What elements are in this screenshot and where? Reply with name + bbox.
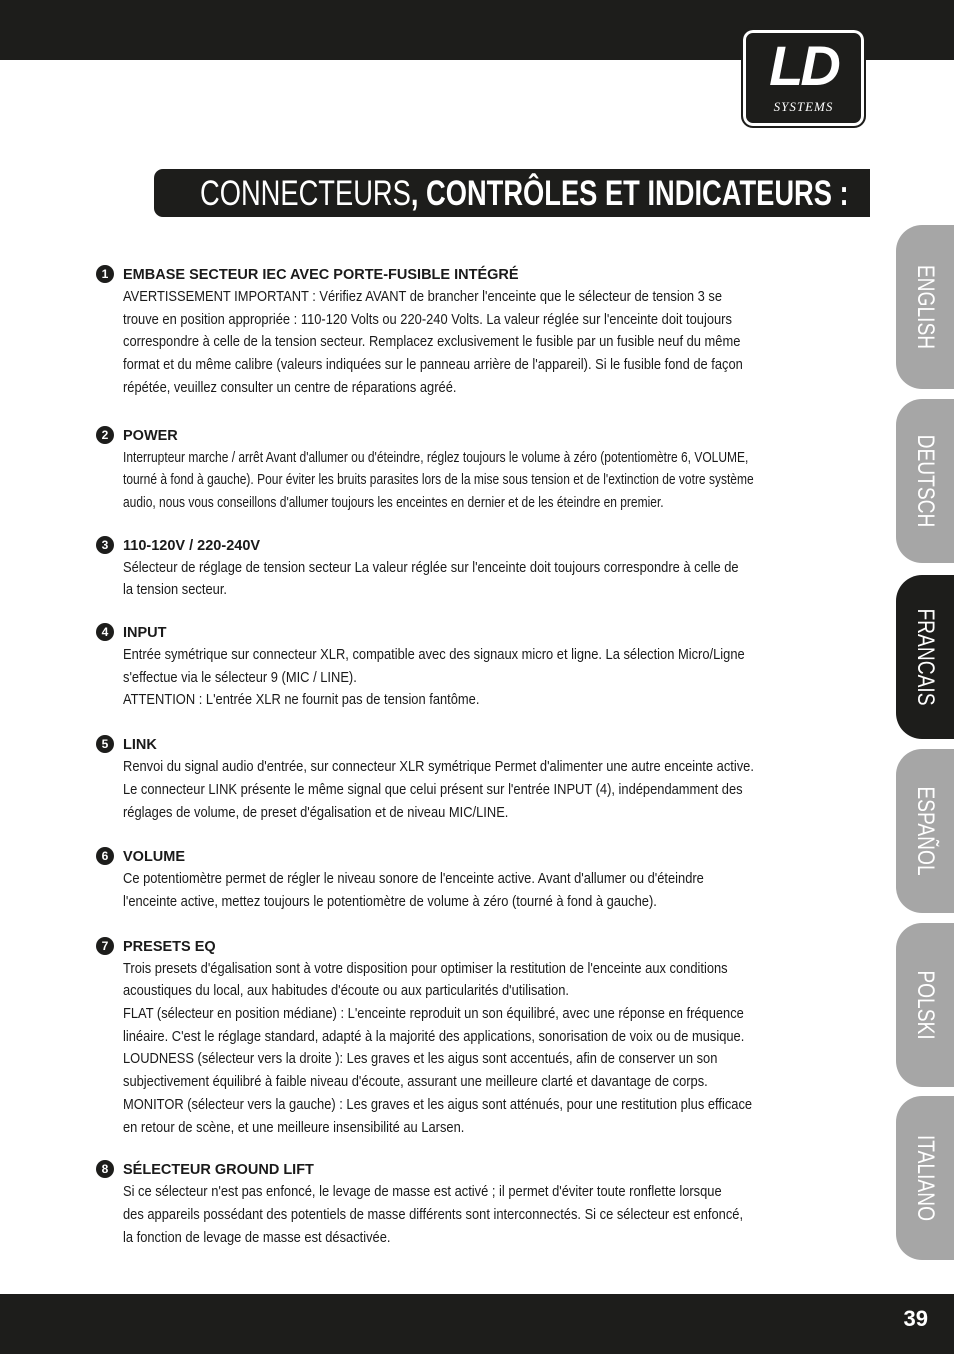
section-8 [96, 1159, 858, 1249]
body-line: AVERTISSEMENT IMPORTANT : Vérifiez AVANT de brancher l'enceinte que le sélecteur de tension 3 se [123, 288, 723, 305]
body-line: la fonction de levage de masse est désactivée. [123, 1228, 391, 1246]
body-line: Sélecteur de réglage de tension secteur La valeur réglée sur l'enceinte doit toujours correspondre à celle de [123, 558, 739, 576]
page-title [200, 173, 849, 215]
section-body [123, 557, 755, 602]
section-4 [96, 622, 858, 712]
body-line: MONITOR (sélecteur vers la gauche) : Les graves et les aigus sont atténués, pour une restitution plus efficace [123, 1095, 753, 1113]
body-line: la tension secteur. [123, 581, 227, 599]
body-line: trouve en position appropriée : 110-120 Volts ou 220-240 Volts. La valeur réglée sur l'enceinte doit toujours [123, 310, 732, 328]
body-line: réglages de volume, de preset d'égalisation et de niveau MIC/LINE. [123, 803, 509, 821]
section-heading: EMBASE SECTEUR IEC AVEC PORTE-FUSIBLE INTÉGRÉ [123, 267, 519, 283]
body-line: linéaire. C'est le réglage standard, adapté à la majorité des applications, sonorisation de voix ou de musique. [123, 1027, 745, 1045]
body-line: répétée, veuillez consulter un centre de réparations agréé. [123, 378, 457, 396]
tab-polski[interactable] [896, 923, 954, 1087]
section-heading: VOLUME [123, 849, 186, 866]
body-line: Ce potentiomètre permet de régler le niveau sonore de l'enceinte active. Avant d'allumer ou d'éteindre [123, 870, 704, 888]
section-heading: LINK [123, 737, 157, 754]
page-title-light: CONNECTEURS [200, 174, 411, 213]
number-badge: 2 [96, 426, 114, 444]
body-line: Entrée symétrique sur connecteur XLR, compatible avec des signaux micro et ligne. La sélection Micro/Ligne [123, 646, 745, 664]
section-body [123, 868, 755, 913]
section-5 [96, 734, 858, 824]
body-line: Trois presets d'égalisation sont à votre disposition pour optimiser la restitution de l'enceinte aux conditions [123, 959, 728, 977]
body-line: ATTENTION : L'entrée XLR ne fournit pas de tension fantôme. [123, 691, 480, 709]
section-2 [96, 425, 858, 515]
section-7 [96, 936, 858, 1140]
content [96, 264, 858, 1249]
page-title-bold: , CONTRÔLES ET INDICATEURS : [410, 174, 849, 213]
tab-francais[interactable] [896, 575, 954, 739]
body-line: s'effectue via le sélecteur 9 (MIC / LINE). [123, 668, 357, 686]
number-badge: 1 [96, 265, 114, 283]
section-6 [96, 846, 858, 913]
section-heading: SÉLECTEUR GROUND LIFT [123, 1162, 314, 1179]
number-badge: 7 [96, 937, 114, 955]
body-line: des appareils possédant des potentiels de masse différents sont interconnectés. Si ce sélecteur est enfoncé, [123, 1205, 744, 1223]
section-3 [96, 535, 858, 602]
body-line: tourné à fond à gauche). Pour éviter les bruits parasites lors de la mise sous tension et de l'extinction de votre système [123, 471, 754, 489]
logo-subtitle: SYSTEMS [773, 99, 834, 114]
body-line: correspondre à celle de la tension secteur. Remplacez exclusivement le fusible par un fusible neuf du même [123, 333, 741, 351]
section-title-bar [154, 169, 870, 217]
body-line: LOUDNESS (sélecteur vers la droite ): Les graves et les aigus sont accentués, afin de conserver un son [123, 1050, 718, 1068]
number-badge: 4 [96, 623, 114, 641]
logo-letters: LD [769, 34, 838, 97]
section-1 [96, 264, 858, 400]
number-badge: 3 [96, 536, 114, 554]
number-badge: 6 [96, 847, 114, 865]
tab-label: DEUTSCH [912, 434, 939, 528]
body-line: subjectivement équilibré à faible niveau d'écoute, assurant une meilleure clarté et davantage de corps. [123, 1073, 708, 1091]
section-body [123, 644, 755, 712]
section-body [123, 958, 755, 1140]
section-heading: INPUT [123, 625, 167, 642]
body-line: format et du même calibre (valeurs indiquées sur le panneau arrière de l'appareil). Si le fusible fond de façon [123, 356, 743, 374]
tab-italiano[interactable] [896, 1096, 954, 1260]
number-badge: 5 [96, 735, 114, 753]
section-body [123, 1181, 755, 1249]
body-line: Renvoi du signal audio d'entrée, sur connecteur XLR symétrique Permet d'alimenter une autre enceinte active. [123, 758, 754, 776]
section-body [123, 286, 755, 400]
tab-label: ITALIANO [912, 1134, 939, 1222]
ld-systems-logo [741, 28, 866, 128]
tab-label: ESPAÑOL [912, 786, 939, 876]
tab-espanol[interactable] [896, 749, 954, 913]
body-line: Si ce sélecteur n'est pas enfoncé, le levage de masse est activé ; il permet d'éviter toute ronflette lorsque [123, 1183, 722, 1201]
body-line: en retour de scène, et une meilleure insensibilité au Larsen. [123, 1118, 465, 1136]
tab-deutsch[interactable] [896, 399, 954, 563]
section-body [123, 447, 754, 515]
section-body [123, 756, 755, 824]
tab-label: ENGLISH [912, 264, 939, 350]
tab-english[interactable] [896, 225, 954, 389]
body-line: l'enceinte active, mettez toujours le potentiomètre de volume à zéro (tourné à fond à gauche). [123, 892, 657, 910]
tab-label: FRANCAIS [912, 608, 939, 706]
number-badge: 8 [96, 1160, 114, 1178]
body-line: FLAT (sélecteur en position médiane) : L'enceinte reproduit un son équilibré, avec une réponse en fréquence [123, 1005, 744, 1023]
tab-label: POLSKI [912, 970, 939, 1040]
bottom-bar [0, 1294, 954, 1354]
body-line: audio, nous vous conseillons d'allumer toujours les enceintes en dernier et de les éteindre en premier. [123, 493, 664, 511]
body-line: Interrupteur marche / arrêt Avant d'allumer ou d'éteindre, réglez toujours le volume à zéro (potentiomètre 6, VOLUME, [123, 448, 749, 466]
body-line: Le connecteur LINK présente le même signal que celui présent sur l'entrée INPUT (4), indépendamment des [123, 780, 743, 798]
section-heading: PRESETS EQ [123, 938, 216, 955]
body-line: acoustiques du local, aux habitudes d'écoute ou aux particularités d'utilisation. [123, 982, 569, 1000]
page-number: 39 [903, 1306, 928, 1331]
section-heading: POWER [123, 427, 178, 444]
section-heading: 110-120V / 220-240V [123, 537, 261, 554]
